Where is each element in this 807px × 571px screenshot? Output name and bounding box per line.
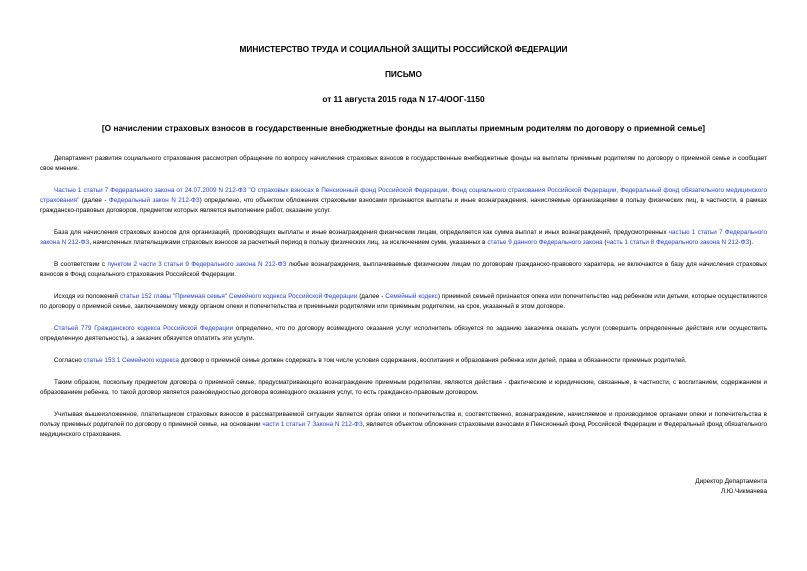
paragraph-text: (далее - [79, 197, 109, 205]
civil-code-article-779-link[interactable]: Статьей 779 Гражданского кодекса Российской Федерации [54, 325, 234, 333]
paragraph-text: Учитывая вышеизложенное, плательщиком страховых взносов в рассматриваемой ситуации является орган опеки и попечительства и, соответственно, вознаграждение, начисляемое и производимое органами опеки и попечительства в пользу приемных родителей по договору о приемной семье, на основании [40, 411, 767, 429]
document-date-number: от 11 августа 2015 года N 17-4/ООГ-1150 [322, 94, 485, 104]
law-212fz-short-link[interactable]: Федеральный закон N 212-ФЗ [108, 197, 200, 205]
ministry-title: МИНИСТЕРСТВО ТРУДА И СОЦИАЛЬНОЙ ЗАЩИТЫ РОССИЙСКОЙ ФЕДЕРАЦИИ [239, 44, 568, 54]
family-code-link[interactable]: Семейный кодекс [385, 293, 438, 301]
paragraph-text: База для начисления страховых взносов для организаций, производящих выплаты и иные вознаграждения физическим лицам, определяется как сумма выплат и иных вознаграждений, предусмотренных [54, 229, 669, 237]
law-212fz-article-7-link[interactable]: Частью 1 статьи 7 Федерального закона от 24.07.2009 N 212-ФЗ "О страховых взносах в Пенсионный фонд Российской Федерации, Фонд социального страхования Российской Федерации, Федеральный фонд обязательного медицинского страхования" [40, 187, 767, 205]
paragraph-1 [40, 154, 767, 174]
paragraph-5 [40, 292, 767, 312]
signature-block [695, 477, 767, 497]
article-8-part-1-link[interactable]: часть 1 статьи 8 Федерального закона N 212-ФЗ [606, 239, 750, 247]
paragraph-text: Согласно [54, 357, 84, 365]
family-code-article-152-link[interactable]: статьи 152 главы "Приемная семья" Семейного кодекса Российской Федерации [120, 293, 358, 301]
paragraph-7 [40, 356, 767, 366]
paragraph-text: ). [749, 239, 754, 247]
signature-name: Л.Ю.Чикмачева [720, 488, 767, 496]
paragraph-text: (далее - [357, 293, 386, 301]
paragraph-9 [40, 410, 767, 441]
article-7-part-1-link[interactable]: частью 1 статьи 7 Федерального закона N 212-ФЗ [40, 229, 767, 247]
document-body [40, 154, 767, 441]
paragraph-text: определено, что по договору возмездного оказания услуг исполнитель обязуется по заданию заказчика оказать услуги (совершить определенные действия или осуществить определенную деятельность), а заказчик обязуется оплатить эти услуги. [40, 325, 767, 343]
paragraph-text: Таким образом, поскольку предметом договора о приемной семье, предусматривающего вознаграждение приемным родителям, являются действия - фактические и юридические, связанные, в частности, с воспитанием, содержанием и образованием ребенка, то такой договор является разновидностью договора возмездного оказания услуг, то есть гражданско-правовым договором. [40, 379, 767, 397]
paragraph-6 [40, 324, 767, 344]
law-212-article-7-part-1-link[interactable]: части 1 статьи 7 Закона N 212-ФЗ [262, 421, 363, 429]
paragraph-4 [40, 260, 767, 280]
paragraph-text: Исходя из положений [54, 293, 120, 301]
paragraph-3 [40, 228, 767, 248]
paragraph-text: договор о приемной семье должен содержать в том числе условия содержания, воспитания и образования ребенка или детей, права и обязанности приемных родителей. [179, 357, 687, 365]
signature-position: Директор Департамента [695, 478, 767, 485]
paragraph-text: ( [602, 239, 607, 247]
paragraph-text: В соответствии с [54, 261, 108, 269]
paragraph-text: ) определено, что объектом обложения страховыми взносами признаются выплаты и иные вознаграждения, начисляемые организациями в пользу физических лиц, в частности, в рамках гражданско-правовых договоров, предметом которых является выполнение работ, оказание услуг. [40, 197, 767, 215]
paragraph-text: Департамент развития социального страхования рассмотрел обращение по вопросу начисления страховых взносов в государственные внебюджетные фонды на выплаты приемным родителям по договору о приемной семье и сообщает свое мнение. [40, 155, 767, 173]
article-9-link[interactable]: статье 9 данного Федерального закона [487, 239, 603, 247]
document-type: ПИСЬМО [384, 69, 423, 79]
paragraph-text: , начисленных плательщиками страховых взносов за расчетный период в пользу физических лиц, за исключением сумм, указанных в [89, 239, 488, 247]
paragraph-8 [40, 378, 767, 398]
paragraph-2 [40, 186, 767, 217]
paragraph-text: , является объектом обложения страховыми взносами в Пенсионный фонд Российской Федерации и Федеральный фонд обязательного медицинского страхования. [40, 421, 767, 439]
paragraph-text: ) приемной семьей признается опека или попечительство над ребенком или детьми, которые осуществляются по договору о приемной семье, заключаемому между органом опеки и попечительства и приемными родителями или приемным родителем, на срок, указанный в этом договоре. [40, 293, 767, 311]
article-9-part-3-point-2-link[interactable]: пунктом 2 части 3 статьи 9 Федерального закона N 212-ФЗ [107, 261, 287, 269]
paragraph-text: любые вознаграждения, выплачиваемые физическим лицам по договорам гражданско-правового характера, не включаются в базу для начисления страховых взносов в Фонд социального страхования Российской Федерации. [40, 261, 767, 279]
document-subject: [О начислении страховых взносов в государственные внебюджетные фонды на выплаты приемным родителям по договору о приемной семье] [101, 123, 706, 133]
family-code-article-153-1-link[interactable]: статье 153.1 Семейного кодекса [83, 357, 180, 365]
